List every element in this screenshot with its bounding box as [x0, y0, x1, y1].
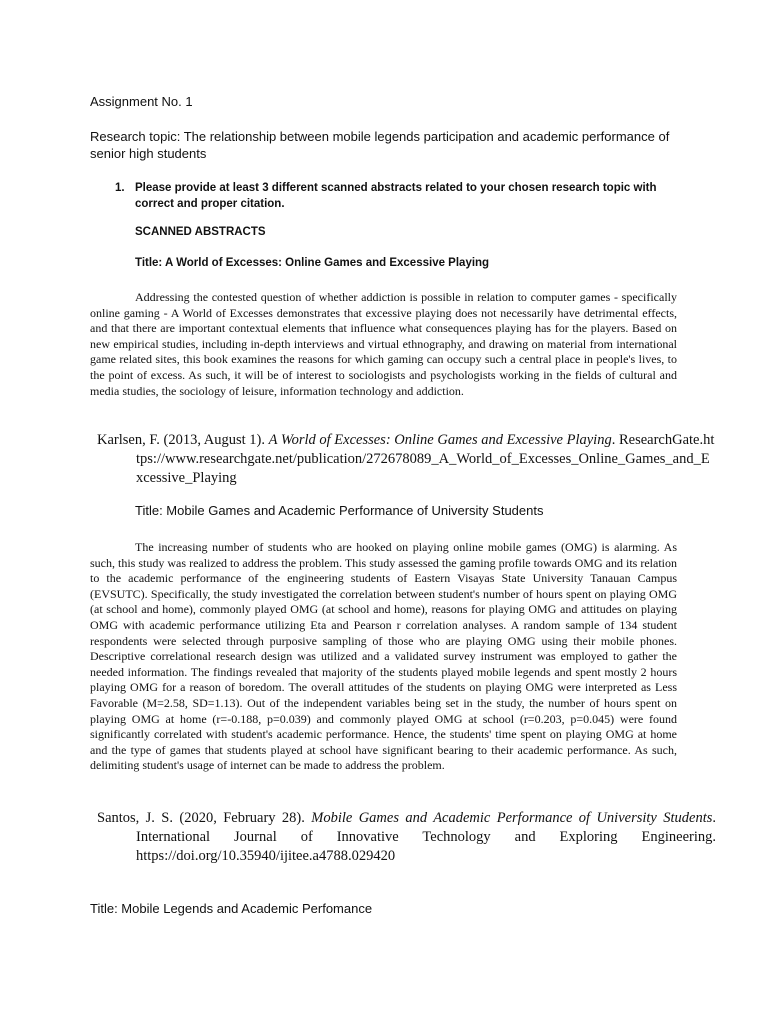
citation-authors: Santos, J. S. (2020, February 28). — [97, 810, 312, 826]
assignment-number: Assignment No. 1 — [90, 94, 193, 109]
research-topic: Research topic: The relationship between mobile legends participation and academic performance of senior high students — [90, 129, 670, 161]
entry-1-abstract: Addressing the contested question of whether addiction is possible in relation to computer games - specifically online gaming - A World of Excesses demonstrates that excessive playing does not necessarily have detrimental effects, and that there are important contextual elements that influence what consequences playing has for the players. Based on new empirical studies, including in-depth interviews and virtual ethnography, and drawing on material from international game related sites, this book examines the reasons for which gaming can occupy such a central place in people's lives, to the point of excess. As such, it will be of interest to sociologists and psychologists working in the fields of cultural and media studies, the sociology of leisure, information technology and addiction. — [90, 290, 677, 398]
citation-source: . ResearchGate.https://www.researchgate.net/publication/272678089_A_World_of_Excesses_Online_Games_and_Excessive_Playing — [136, 432, 715, 486]
citation-title: Mobile Games and Academic Performance of University Students — [311, 810, 713, 826]
citation-source: . International Journal of Innovative Technology and Exploring Engineering. https://doi.org/10.35940/ijitee.a4788.029420 — [136, 810, 716, 864]
citation-title: A World of Excesses: Online Games and Excessive Playing — [268, 432, 612, 448]
instruction — [115, 180, 675, 212]
entry-2-title: Title: Mobile Games and Academic Performance of University Students — [135, 503, 544, 518]
instruction-number: 1. — [115, 182, 125, 194]
entry-1-title: Title: A World of Excesses: Online Games and Excessive Playing — [135, 257, 490, 269]
entry-3-title: Title: Mobile Legends and Academic Perfomance — [90, 901, 373, 916]
section-heading: SCANNED ABSTRACTS — [135, 226, 266, 238]
citation-authors: Karlsen, F. (2013, August 1). — [97, 432, 269, 448]
entry-2-citation — [97, 809, 716, 866]
entry-1-citation — [97, 431, 716, 488]
entry-2-abstract: The increasing number of students who are hooked on playing online mobile games (OMG) is alarming. As such, this study was realized to address the problem. This study assessed the gaming profile towards OMG and its relation to the academic performance of the engineering students of Eastern Visayas State University Tanauan Campus (EVSUTC). Specifically, the study investigated the correlation between student's number of hours spent on playing OMG (at school and home), commonly played OMG (at school and home), reasons for playing OMG and attitudes on playing OMG with academic performance utilizing Eta and Pearson r correlation analyses. A random sample of 134 student respondents were selected through purposive sampling of those who are playing OMG using their mobile phones. Descriptive correlational research design was utilized and a validated survey instrument was employed to gather the needed information. The findings revealed that majority of the students played mobile legends and spent mostly 2 hours playing OMG for a reason of boredom. The overall attitudes of the students on playing OMG were interpreted as Less Favorable (M=2.58, SD=1.13). Out of the independent variables being set in the study, the number of hours spent on playing OMG at home (r=-0.188, p=0.039) and commonly played OMG at school (r=0.203, p=0.045) were found significantly correlated with student's academic performance. Hence, the students' time spent on playing OMG at home and the type of games that students played at school have significant bearing to their academic performance. As such, delimiting student's usage of internet can be made to address the problem. — [90, 540, 677, 773]
instruction-text: Please provide at least 3 different scanned abstracts related to your chosen research topic with correct and proper citation. — [135, 182, 657, 210]
